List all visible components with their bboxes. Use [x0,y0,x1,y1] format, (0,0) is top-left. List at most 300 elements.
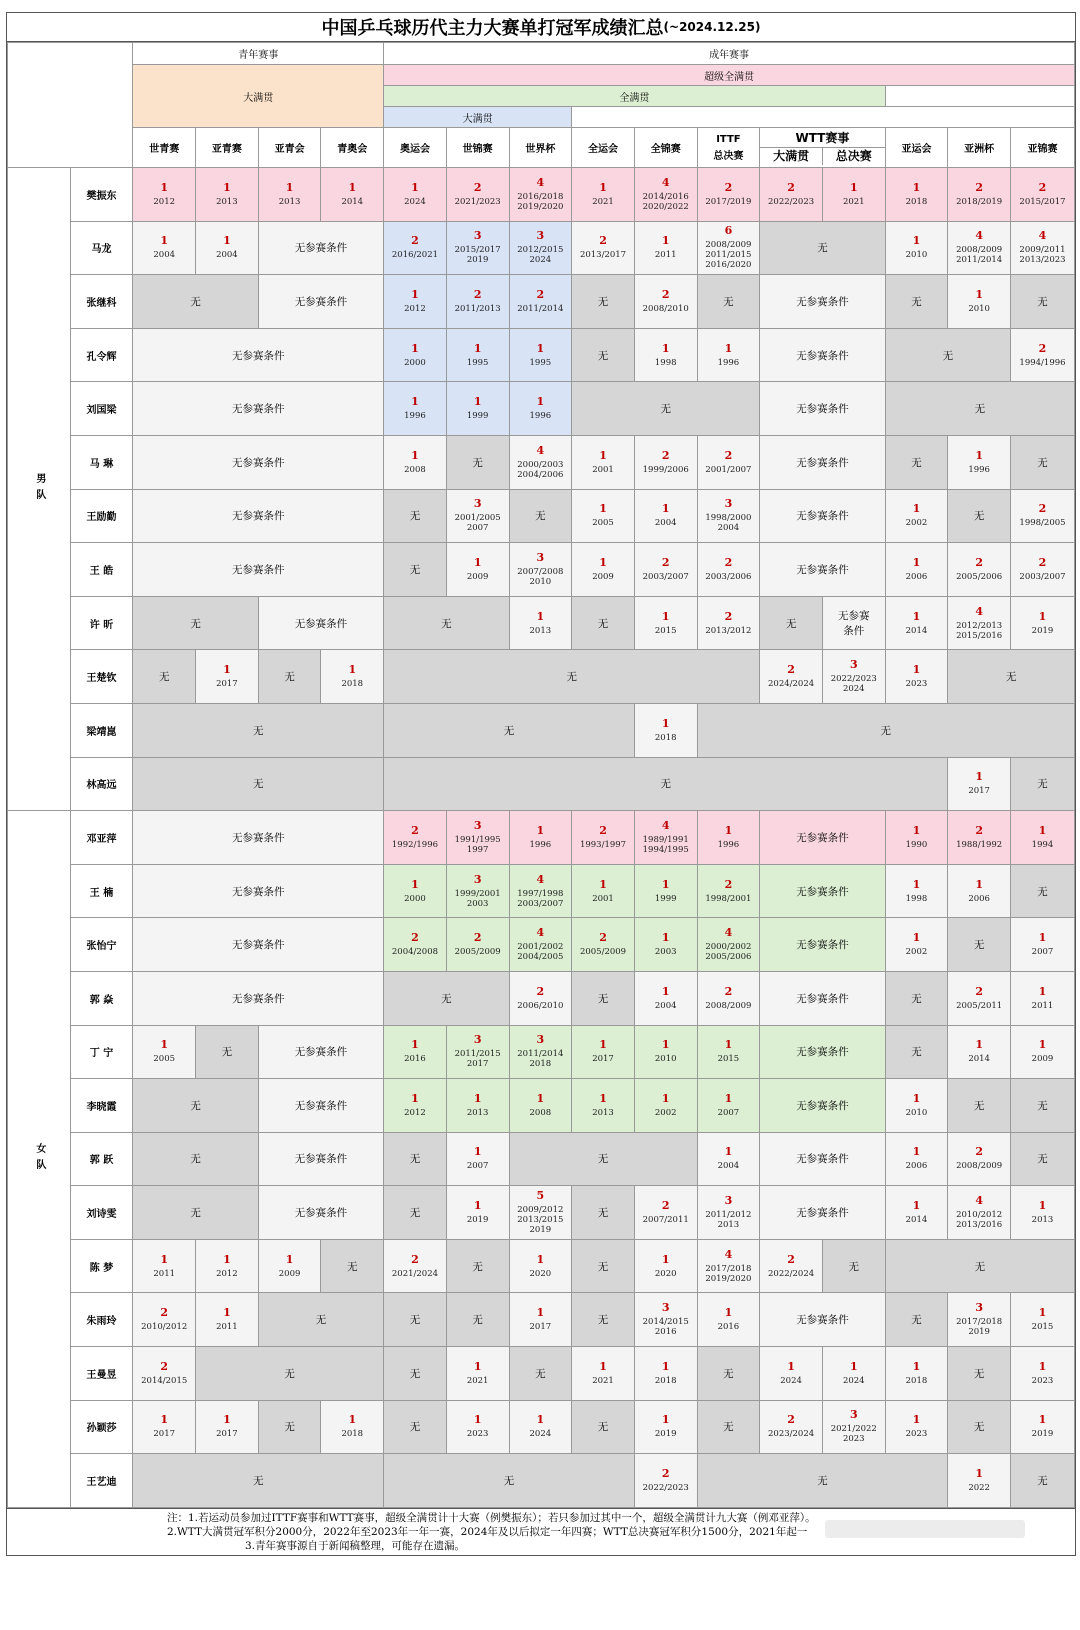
wtt-label: WTT赛事 [760,130,884,148]
title-years: 1991/1995 1997 [454,834,501,855]
player-name: 张继科 [70,275,133,329]
title-years: 1990 [905,839,928,850]
title-count-cell [948,971,1011,1025]
title-years: 2001/2007 [705,464,752,475]
cell-note: 无参赛条件 [294,242,348,255]
title-years: 2021 [592,196,614,207]
header-blank-4 [572,107,1075,128]
cell-note: 无 [597,349,609,362]
cell-note: 无 [1037,1153,1048,1166]
no-entry-cell [885,1239,1074,1293]
title-years: 1988/1992 [956,839,1003,850]
no-entry-cell [572,971,635,1025]
event-header: 亚洲杯 [948,128,1011,168]
player-row [8,1186,1075,1240]
cell-note: 无 [973,510,985,523]
cell-note: 无 [441,617,452,630]
title-count-cell [697,1239,760,1293]
cell-note: 无参赛条件 [232,456,285,469]
title-count-cell [133,1293,196,1347]
player-row [8,757,1075,811]
cell-note: 无 [848,1260,860,1273]
title-years: 2012 [153,196,176,207]
player-name: 刘诗雯 [70,1186,133,1240]
title-count-cell [1011,168,1075,222]
cell-note: 无 [472,456,483,469]
title-count-cell [885,489,948,543]
no-entry-cell [133,1079,258,1133]
cell-note: 无 [190,295,201,308]
title-count: 4 [661,175,670,189]
cell-note: 无 [723,1421,734,1434]
title-count-cell [572,543,635,597]
title-count-cell [509,971,572,1025]
title-count: 1 [912,234,921,248]
player-name: 王曼昱 [70,1347,133,1401]
title-years: 1994/1996 [1019,357,1066,368]
player-row [8,1293,1075,1347]
title-count: 1 [912,931,921,945]
title-count-cell [446,1079,509,1133]
no-entry-cell [572,1239,635,1293]
title-count: 1 [536,1252,545,1266]
no-entry-cell [697,703,1074,757]
cell-note: 无 [1037,295,1048,308]
no-entry-cell [760,221,885,275]
title-count: 4 [536,872,545,886]
no-entry-cell [384,489,447,543]
title-count: 1 [599,448,607,462]
no-entry-cell [885,1025,948,1079]
no-entry-cell [822,1239,885,1293]
title-years: 2005 [592,518,614,529]
title-count: 1 [599,1038,607,1052]
event-header: 青奥会 [321,128,384,168]
no-entry-cell [384,703,635,757]
title-count-cell [822,1347,885,1401]
title-count-cell [822,1400,885,1454]
title-years: 2015/2017 [1019,196,1066,207]
player-row [8,1347,1075,1401]
title-count-cell [1011,1186,1075,1240]
cell-note: 无 [284,1421,295,1434]
title-count-cell [634,918,697,972]
title-count-cell [572,1025,635,1079]
player-name: 陈 梦 [70,1239,133,1293]
title-years: 2007 [466,1161,489,1172]
title-years: 1996 [404,411,426,422]
cell-note: 无参赛条件 [294,1099,348,1112]
cell-note: 无参赛条件 [796,403,849,416]
cell-note: 无 [284,671,295,684]
no-entry-cell [1011,1132,1075,1186]
title-years: 2002 [905,947,928,958]
title-years: 2019 [654,1429,677,1440]
no-entry-cell [760,382,885,436]
cell-note: 无 [785,617,797,630]
title-years: 2013 [216,196,238,207]
title-count: 1 [975,1038,983,1052]
title-count-cell [822,168,885,222]
title-years: 2014/2015 [141,1375,188,1386]
title-years: 2023 [466,1429,489,1440]
title-count-cell [885,168,948,222]
title-count-cell [572,811,635,865]
title-count: 2 [661,1467,670,1481]
title-count-cell [384,864,447,918]
title-count: 4 [536,926,545,940]
cell-note: 无 [409,510,421,523]
cell-note: 无参赛条件 [232,510,285,523]
cell-note: 无 [597,1260,609,1273]
title-count: 3 [724,497,733,511]
title-count-cell [948,1025,1011,1079]
no-entry-cell [948,1347,1011,1401]
event-header: 奥运会 [384,128,447,168]
cell-note: 无 [974,1260,986,1273]
title-count-cell [948,1293,1011,1347]
title-count: 1 [473,395,482,409]
title-count-cell [133,1239,196,1293]
title-years: 2021 [842,196,865,207]
player-row [8,221,1075,275]
title-count: 2 [473,931,482,945]
cell-note: 无参赛条件 [796,1099,849,1112]
title-count-cell [885,596,948,650]
title-count-cell [384,435,447,489]
no-entry-cell [446,1293,509,1347]
title-count: 1 [473,1199,482,1213]
title-count-cell [384,1079,447,1133]
no-entry-cell [885,1293,948,1347]
title-count-cell [697,489,760,543]
title-years: 2021/2024 [391,1268,439,1279]
title-count: 1 [160,180,169,194]
no-entry-cell [760,435,885,489]
title-count: 1 [912,180,921,194]
note-3: 3.青年赛事源自于新闻稿整理，可能存在遗漏。 [245,1539,466,1552]
no-entry-cell [760,1132,885,1186]
title-count-cell [1011,918,1075,972]
title-count-cell [885,221,948,275]
title-count: 4 [724,926,733,940]
title-count: 2 [724,609,733,623]
title-count-cell [885,918,948,972]
title-count-cell [509,864,572,918]
title-count-cell [1011,543,1075,597]
no-entry-cell [133,757,384,811]
title-count-cell [1011,1347,1075,1401]
title-count: 3 [661,1301,670,1315]
title-count: 2 [411,234,419,248]
title-count: 1 [536,1091,545,1105]
cell-note: 无 [723,1367,734,1380]
title-count: 3 [536,550,545,564]
title-count: 2 [160,1306,169,1320]
title-count-cell [634,1293,697,1347]
title-count: 3 [724,1194,733,1208]
title-years: 1996 [968,464,990,475]
title-count: 1 [1038,1038,1047,1052]
title-count: 1 [223,1252,231,1266]
cell-note: 无参赛条件 [796,1314,849,1327]
title-count: 1 [1038,823,1047,837]
no-entry-cell [509,489,572,543]
title-years: 2008/2009 2011/2014 [956,245,1003,266]
title-count: 1 [473,555,482,569]
no-entry-cell [133,1454,384,1508]
no-entry-cell [885,275,948,329]
event-header: 全运会 [572,128,635,168]
title-count-cell [384,168,447,222]
title-count: 1 [536,1413,545,1427]
title-count: 1 [661,984,670,998]
cell-note: 无参赛条件 [232,831,285,844]
youth-events-header: 青年赛事 [133,43,384,65]
title-count: 2 [787,1252,795,1266]
title-count: 1 [661,502,670,516]
title-count-cell [948,864,1011,918]
title-count: 2 [724,180,733,194]
title-count: 1 [724,823,733,837]
title-count: 1 [975,770,983,784]
title-years: 2007 [1031,947,1054,958]
title-count: 6 [724,224,733,238]
event-header: 亚运会 [885,128,948,168]
title-count: 1 [975,448,983,462]
title-count: 2 [473,287,482,301]
title-count: 1 [912,1359,921,1373]
no-entry-cell [572,1293,635,1347]
title-years: 2010 [905,1107,928,1118]
title-count: 2 [536,287,545,301]
wtt-header [760,128,885,168]
title-years: 2017 [216,679,238,690]
cell-note: 无参赛条件 [796,1207,849,1220]
title-count-cell [760,168,823,222]
player-row [8,650,1075,704]
title-years: 2022 [968,1483,990,1494]
title-years: 2007/2011 [642,1215,689,1226]
no-entry-cell [760,971,885,1025]
no-entry-cell [133,275,258,329]
player-row [8,811,1075,865]
no-entry-cell [258,650,321,704]
title-years: 2006/2010 [517,1000,564,1011]
title-years: 2016 [404,1054,426,1065]
no-entry-cell [760,1079,885,1133]
header-blank-3 [885,86,1074,107]
title-years: 2022/2023 [642,1483,689,1494]
title-count: 1 [912,502,921,516]
player-name: 王楚钦 [70,650,133,704]
title-years: 2016/2018 2019/2020 [517,191,564,212]
player-name: 马龙 [70,221,133,275]
title-count-cell [509,435,572,489]
cell-note: 无 [409,1314,421,1327]
cell-note: 无 [597,617,609,630]
title-years: 2005/2011 [956,1000,1003,1011]
title-years: 1992/1996 [391,839,439,850]
title-years: 2000 [404,357,426,368]
title-years: 2012/2015 2024 [517,245,564,266]
title-count-cell [760,1239,823,1293]
event-header: 亚青赛 [196,128,259,168]
title-count: 3 [473,818,482,832]
no-entry-cell [133,918,384,972]
title-count: 1 [661,1413,670,1427]
title-count: 1 [536,395,545,409]
no-entry-cell [760,489,885,543]
no-entry-cell [384,1400,447,1454]
title-years: 2020 [654,1268,677,1279]
title-count: 1 [1038,1306,1047,1320]
title-count: 2 [160,1359,169,1373]
title-count-cell [885,1400,948,1454]
title-count: 1 [411,448,419,462]
title-count-cell [697,1132,760,1186]
title-count-cell [697,971,760,1025]
title-count-cell [885,1347,948,1401]
title-years: 1996 [529,839,552,850]
title-years: 2021/2022 2023 [830,1424,877,1445]
no-entry-cell [1011,1454,1075,1508]
title-years: 2005 [153,1054,176,1065]
title-years: 2006 [905,571,928,582]
title-count: 1 [1038,984,1047,998]
title-count: 1 [849,1359,858,1373]
no-entry-cell [885,435,948,489]
cell-note: 无 [221,1046,233,1059]
title-count-cell [446,489,509,543]
cell-note: 无 [1037,1099,1048,1112]
cell-note: 无 [409,1367,421,1380]
title-count-cell [885,1132,948,1186]
team-label-women: 女队 [8,811,71,1508]
super-grand-slam-header: 超级全满贯 [384,65,1075,86]
cell-note: 无参赛条件 [294,1046,348,1059]
no-entry-cell [509,1347,572,1401]
title-count-cell [509,221,572,275]
title-count: 1 [348,180,357,194]
no-entry-cell [697,1347,760,1401]
title-count: 2 [1038,555,1047,569]
title-count: 2 [411,823,419,837]
title-count-cell [885,811,948,865]
title-years: 2010 [654,1054,677,1065]
title-count: 2 [787,1413,795,1427]
title-years: 2023/2024 [768,1429,815,1440]
title-count-cell [196,168,259,222]
cell-note: 无 [503,724,515,737]
no-entry-cell [384,1293,447,1347]
player-name: 樊振东 [70,168,133,222]
title-years: 2014/2016 2020/2022 [642,191,689,212]
title-count-cell [572,489,635,543]
player-row [8,168,1075,222]
cell-note: 无 [723,295,734,308]
title-count-cell [948,543,1011,597]
title-count-cell [1011,221,1075,275]
no-entry-cell [572,275,635,329]
title-count-cell [948,1132,1011,1186]
event-header: 全锦赛 [634,128,697,168]
title-years: 2019 [466,1215,489,1226]
title-count-cell [133,1025,196,1079]
title-years: 2003/2007 [642,571,689,582]
title-years: 2009 [278,1268,301,1279]
title-count-cell [697,864,760,918]
title-count: 3 [473,872,482,886]
title-years: 2010 [905,250,928,261]
title-count-cell [446,1347,509,1401]
title-years: 2002 [654,1107,677,1118]
title-count: 1 [912,1199,921,1213]
title-count-cell [1011,596,1075,650]
cell-note: 无 [973,1099,985,1112]
cell-note: 无 [597,1314,609,1327]
title-years: 1998 [654,357,677,368]
title-years: 2018 [654,1375,677,1386]
player-row [8,435,1075,489]
title-count-cell [133,168,196,222]
title-count: 2 [975,555,983,569]
title-years: 2000/2003 2004/2006 [517,459,564,480]
no-entry-cell [258,1186,383,1240]
title-count: 1 [599,502,607,516]
cell-note: 无参赛条件 [232,349,285,362]
title-years: 1999/2001 2003 [454,888,501,909]
no-entry-cell [258,1132,383,1186]
title-count: 1 [473,341,482,355]
cell-note: 无 [597,1153,609,1166]
title-count: 1 [912,877,921,891]
player-row [8,971,1075,1025]
no-entry-cell [384,757,948,811]
no-entry-cell [885,382,1074,436]
no-entry-cell [948,1400,1011,1454]
title-count: 1 [536,1306,545,1320]
note-1: 注：1.若运动员参加过ITTF赛事和WTT赛事，超级全满贯计十大赛（例樊振东）；若只参加过其中一个，超级全满贯计九大赛（例邓亚萍）。 [167,1511,816,1524]
no-entry-cell [885,328,1010,382]
title-years: 2021 [592,1375,614,1386]
title-count: 1 [223,1413,231,1427]
no-entry-cell [1011,757,1075,811]
title-count: 1 [912,663,921,677]
title-count-cell [634,1347,697,1401]
title-count-cell [1011,811,1075,865]
event-header: 世界杯 [509,128,572,168]
title-count-cell [634,1079,697,1133]
title-count-cell [697,543,760,597]
title-count-cell [948,168,1011,222]
title-count-cell [697,435,760,489]
no-entry-cell [572,328,635,382]
title-count: 1 [724,341,733,355]
title-count-cell [509,1293,572,1347]
no-entry-cell [258,596,383,650]
title-count-cell [446,328,509,382]
title-count: 1 [536,823,545,837]
no-entry-cell [384,1186,447,1240]
title-count: 1 [285,180,294,194]
title-count-cell [885,864,948,918]
no-entry-cell [133,489,384,543]
title-count: 2 [724,555,733,569]
no-entry-cell [258,221,383,275]
title-years: 2018/2019 [956,196,1003,207]
title-count-cell [196,650,259,704]
